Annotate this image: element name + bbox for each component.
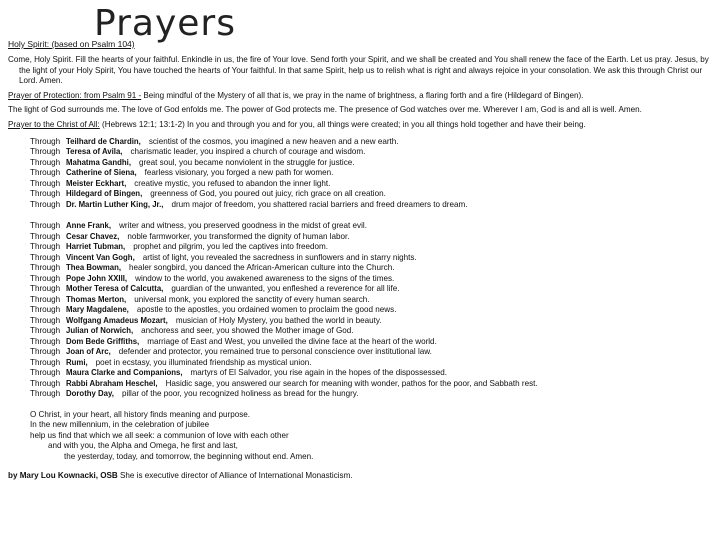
saint-name: Meister Eckhart, xyxy=(66,178,127,188)
saint-description: fearless visionary, you forged a new path for women. xyxy=(144,168,334,178)
litany-line xyxy=(8,347,712,358)
litany-line xyxy=(8,284,712,295)
saint-description: healer songbird, you danced the African-American culture into the Church. xyxy=(129,263,395,273)
byline xyxy=(8,471,712,482)
through-word: Through xyxy=(30,199,61,209)
paragraph xyxy=(8,120,712,131)
litany-line xyxy=(8,295,712,306)
closing-line: In the new millennium, in the celebration of jubilee xyxy=(30,420,210,430)
litany-line xyxy=(8,158,712,169)
saint-description: prophet and pilgrim, you led the captives into freedom. xyxy=(133,242,329,252)
saint-name: Dom Bede Griffiths, xyxy=(66,336,140,346)
saint-name: Rumi, xyxy=(66,357,88,367)
litany-line xyxy=(8,189,712,200)
saint-description: artist of light, you revealed the sacredness in sunflowers and in starry nights. xyxy=(142,252,417,262)
saint-name: Julian of Norwich, xyxy=(66,326,134,336)
saint-description: martyrs of El Salvador, you rise again in the hopes of the dispossessed. xyxy=(190,368,447,378)
through-word: Through xyxy=(30,178,61,188)
saint-name: Thomas Merton, xyxy=(66,294,127,304)
saint-description: Hasidic sage, you answered our search for meaning with wonder, pathos for the poor, and Sabbath rest. xyxy=(165,378,538,388)
byline-text: She is executive director of Alliance of International Monasticism. xyxy=(117,470,353,480)
through-word: Through xyxy=(30,336,61,346)
saint-name: Anne Frank, xyxy=(66,221,112,231)
subtitle xyxy=(8,39,135,49)
saint-name: Catherine of Siena, xyxy=(66,168,137,178)
paragraph-lead: Prayer of Protection: from Psalm 91 - xyxy=(8,90,142,100)
paragraph-text: Come, Holy Spirit. Fill the hearts of your faithful. Enkindle in us, the fire of Your love. Send forth your Spirit, and we shall be created and You shall renew the face of the Earth. Let us pray. Jesus, by the light of your Holy Spirit, You have touched the hearts of Your faithful. In that same Spirit, help us to relish what is right and always rejoice in your consolation. We ask this through Christ our Lord. Amen. xyxy=(8,55,709,86)
byline-author: by Mary Lou Kownacki, OSB xyxy=(8,470,118,480)
litany-line xyxy=(8,305,712,316)
through-word: Through xyxy=(30,368,61,378)
page-title: Prayers xyxy=(94,3,236,44)
saint-name: Teilhard de Chardin, xyxy=(66,136,141,146)
through-word: Through xyxy=(30,378,61,388)
litany-line xyxy=(8,274,712,285)
paragraph-text: Being mindful of the Mystery of all that is, we pray in the name of brightness, a flaring forth and a fire (Hildegard of Bingen). xyxy=(141,90,584,100)
saint-description: greenness of God, you poured out juicy, rich grace on all creation. xyxy=(150,189,386,199)
litany-line xyxy=(8,242,712,253)
saint-description: universal monk, you explored the sanctity of every human search. xyxy=(134,294,370,304)
litany-line xyxy=(8,316,712,327)
through-word: Through xyxy=(30,252,61,262)
litany-line xyxy=(8,221,712,232)
saint-name: Teresa of Avila, xyxy=(66,147,123,157)
paragraph-lead: Prayer to the Christ of All: xyxy=(8,119,100,129)
through-word: Through xyxy=(30,157,61,167)
saint-description: great soul, you became nonviolent in the struggle for justice. xyxy=(138,157,355,167)
litany-list-2 xyxy=(8,221,712,400)
through-word: Through xyxy=(30,231,61,241)
closing-line: the yesterday, today, and tomorrow, the beginning without end. Amen. xyxy=(64,451,314,461)
paragraph xyxy=(8,105,712,116)
through-word: Through xyxy=(30,326,61,336)
saint-description: window to the world, you awakened awareness to the signs of the times. xyxy=(135,273,395,283)
saint-name: Wolfgang Amadeus Mozart, xyxy=(66,315,168,325)
saint-description: marriage of East and West, you unveiled the divine face at the heart of the world. xyxy=(147,336,437,346)
closing-line: help us find that which we all seek: a communion of love with each other xyxy=(30,430,289,440)
prayer-content xyxy=(8,55,712,481)
closing-prayer xyxy=(8,410,712,463)
saint-name: Cesar Chavez, xyxy=(66,231,120,241)
litany-line xyxy=(8,263,712,274)
through-word: Through xyxy=(30,357,61,367)
through-word: Through xyxy=(30,242,61,252)
saint-description: pillar of the poor, you recognized holiness as bread for the hungry. xyxy=(121,389,359,399)
litany-line xyxy=(8,200,712,211)
saint-description: writer and witness, you preserved goodness in the midst of great evil. xyxy=(119,221,367,231)
saint-name: Dr. Martin Luther King, Jr., xyxy=(66,199,164,209)
through-word: Through xyxy=(30,263,61,273)
litany-line xyxy=(8,168,712,179)
through-word: Through xyxy=(30,294,61,304)
litany-line xyxy=(8,337,712,348)
subtitle-text: Holy Spirit: (based on Psalm 104) xyxy=(8,39,135,49)
through-word: Through xyxy=(30,389,61,399)
through-word: Through xyxy=(30,189,61,199)
saint-description: drum major of freedom, you shattered racial barriers and freed dreamers to dream. xyxy=(171,199,468,209)
saint-description: poet in ecstasy, you illuminated friendship as mystical union. xyxy=(95,357,312,367)
saint-name: Joan of Arc, xyxy=(66,347,111,357)
saint-description: guardian of the unwanted, you enfleshed a reverence for all life. xyxy=(171,284,400,294)
litany-line xyxy=(8,232,712,243)
litany-line xyxy=(8,368,712,379)
saint-name: Harriet Tubman, xyxy=(66,242,126,252)
closing-line: and with you, the Alpha and Omega, he first and last, xyxy=(48,441,238,451)
saint-name: Vincent Van Gogh, xyxy=(66,252,135,262)
litany-line xyxy=(8,253,712,264)
through-word: Through xyxy=(30,284,61,294)
saint-name: Mahatma Gandhi, xyxy=(66,157,131,167)
through-word: Through xyxy=(30,221,61,231)
saint-description: noble farmworker, you transformed the dignity of human labor. xyxy=(127,231,350,241)
paragraph-text: The light of God surrounds me. The love of God enfolds me. The power of God protects me. The presence of God watches over me. Wherever I am, God is and all is well. Amen. xyxy=(8,105,642,115)
saint-name: Mary Magdalene, xyxy=(66,305,129,315)
saint-description: defender and protector, you remained true to personal conscience over institutional law. xyxy=(118,347,432,357)
litany-line xyxy=(8,379,712,390)
through-word: Through xyxy=(30,136,61,146)
litany-line xyxy=(8,147,712,158)
paragraph xyxy=(8,55,712,87)
litany-line xyxy=(8,358,712,369)
litany-line xyxy=(8,137,712,148)
litany-line xyxy=(8,389,712,400)
through-word: Through xyxy=(30,305,61,315)
saint-name: Pope John XXIII, xyxy=(66,273,128,283)
closing-line: O Christ, in your heart, all history finds meaning and purpose. xyxy=(30,409,250,419)
saint-description: creative mystic, you refused to abandon the inner light. xyxy=(134,178,331,188)
through-word: Through xyxy=(30,347,61,357)
through-word: Through xyxy=(30,168,61,178)
saint-description: musician of Holy Mystery, you bathed the world in beauty. xyxy=(175,315,382,325)
litany-line xyxy=(8,179,712,190)
through-word: Through xyxy=(30,315,61,325)
saint-name: Hildegard of Bingen, xyxy=(66,189,143,199)
saint-description: anchoress and seer, you showed the Mother image of God. xyxy=(141,326,354,336)
paragraph-text: (Hebrews 12:1; 13:1-2) In you and through you and for you, all things were created; in you all things hold together and have their being. xyxy=(99,119,586,129)
through-word: Through xyxy=(30,147,61,157)
saint-name: Thea Bowman, xyxy=(66,263,122,273)
saint-description: charismatic leader, you inspired a church of courage and wisdom. xyxy=(130,147,366,157)
paragraph xyxy=(8,91,712,102)
saint-name: Mother Teresa of Calcutta, xyxy=(66,284,164,294)
saint-description: apostle to the apostles, you ordained women to proclaim the good news. xyxy=(136,305,397,315)
litany-list-1 xyxy=(8,137,712,211)
saint-name: Maura Clarke and Companions, xyxy=(66,368,183,378)
through-word: Through xyxy=(30,273,61,283)
saint-name: Rabbi Abraham Heschel, xyxy=(66,378,158,388)
saint-name: Dorothy Day, xyxy=(66,389,114,399)
litany-line xyxy=(8,326,712,337)
saint-description: scientist of the cosmos, you imagined a new heaven and a new earth. xyxy=(148,136,399,146)
